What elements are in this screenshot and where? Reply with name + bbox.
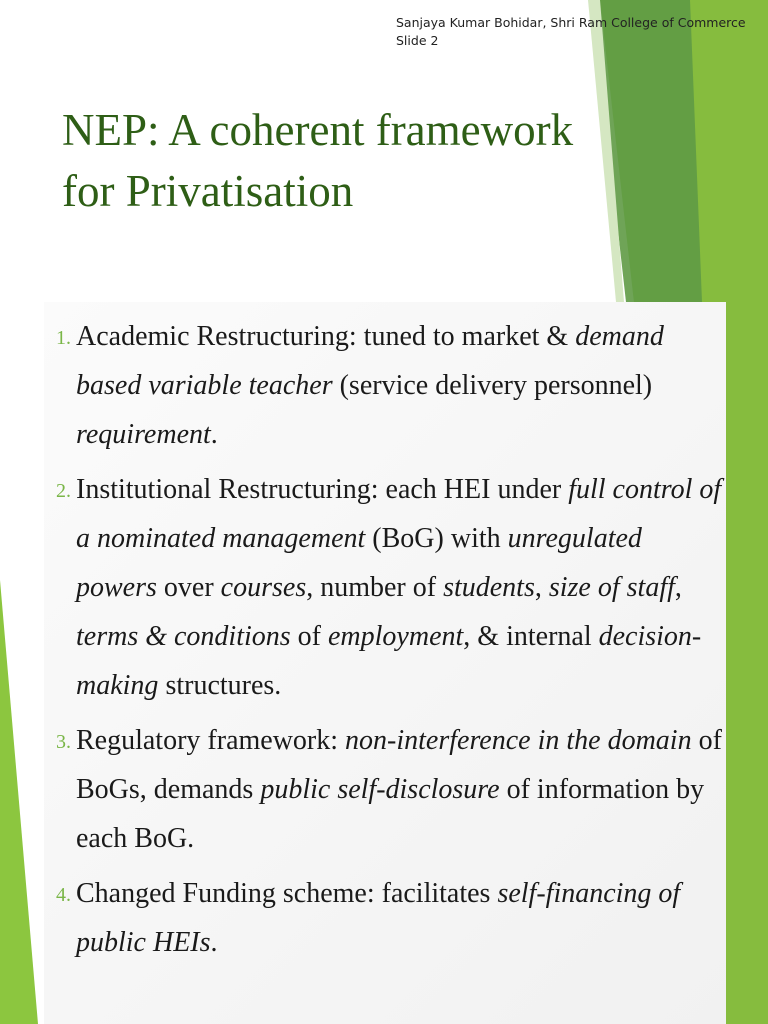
list-item — [56, 869, 724, 967]
list-item — [56, 465, 724, 710]
slide-number: Slide 2 — [396, 33, 439, 48]
body-text: (service delivery personnel) — [332, 370, 653, 401]
body-text: Academic Restructuring: tuned to market & — [76, 321, 576, 352]
body-text: (BoG) with — [365, 523, 508, 554]
list-item-number: 3. — [56, 731, 71, 753]
emphasis-text: students — [443, 572, 535, 603]
body-text: . — [210, 419, 218, 450]
body-text: Institutional Restructuring: each HEI under — [76, 474, 569, 505]
body-text: structures. — [158, 670, 282, 701]
body-text: , number of — [306, 572, 444, 603]
slide-header-note — [396, 14, 746, 50]
list-item — [56, 716, 724, 863]
emphasis-text: terms & conditions — [76, 621, 291, 652]
decor-left-green-triangle — [0, 580, 38, 1024]
emphasis-text: courses — [220, 572, 307, 603]
body-text: of information by each BoG. — [76, 774, 705, 854]
emphasis-text: size of staff — [548, 572, 675, 603]
numbered-point-list — [56, 312, 724, 973]
body-text: of — [290, 621, 328, 652]
content-panel — [44, 302, 726, 1024]
emphasis-text: public self-disclosure — [260, 774, 500, 805]
emphasis-text: demand based variable teacher — [76, 321, 664, 401]
slide-title: NEP: A coherent framework for Privatisation — [62, 105, 574, 216]
list-item — [56, 312, 724, 459]
body-text: Regulatory framework: — [76, 725, 346, 756]
emphasis-text: unregulated powers — [76, 523, 642, 603]
body-text: , — [534, 572, 549, 603]
emphasis-text: employment — [328, 621, 464, 652]
emphasis-text: requirement — [76, 419, 211, 450]
body-text: , — [674, 572, 682, 603]
body-text: , & internal — [463, 621, 599, 652]
body-text: over — [156, 572, 221, 603]
author-affiliation: Sanjaya Kumar Bohidar, Shri Ram College of Commerce — [396, 15, 746, 30]
body-text: . — [210, 927, 218, 958]
emphasis-text: decision-making — [76, 621, 702, 701]
list-item-number: 4. — [56, 884, 71, 906]
body-text: Changed Funding scheme: facilitates — [76, 878, 498, 909]
emphasis-text: self-financing of public HEIs — [76, 878, 681, 958]
list-item-number: 2. — [56, 480, 71, 502]
emphasis-text: non-interference in the domain — [345, 725, 692, 756]
list-item-number: 1. — [56, 327, 71, 349]
body-text: of BoGs, demands — [76, 725, 722, 805]
emphasis-text: full control of a nominated management — [76, 474, 722, 554]
